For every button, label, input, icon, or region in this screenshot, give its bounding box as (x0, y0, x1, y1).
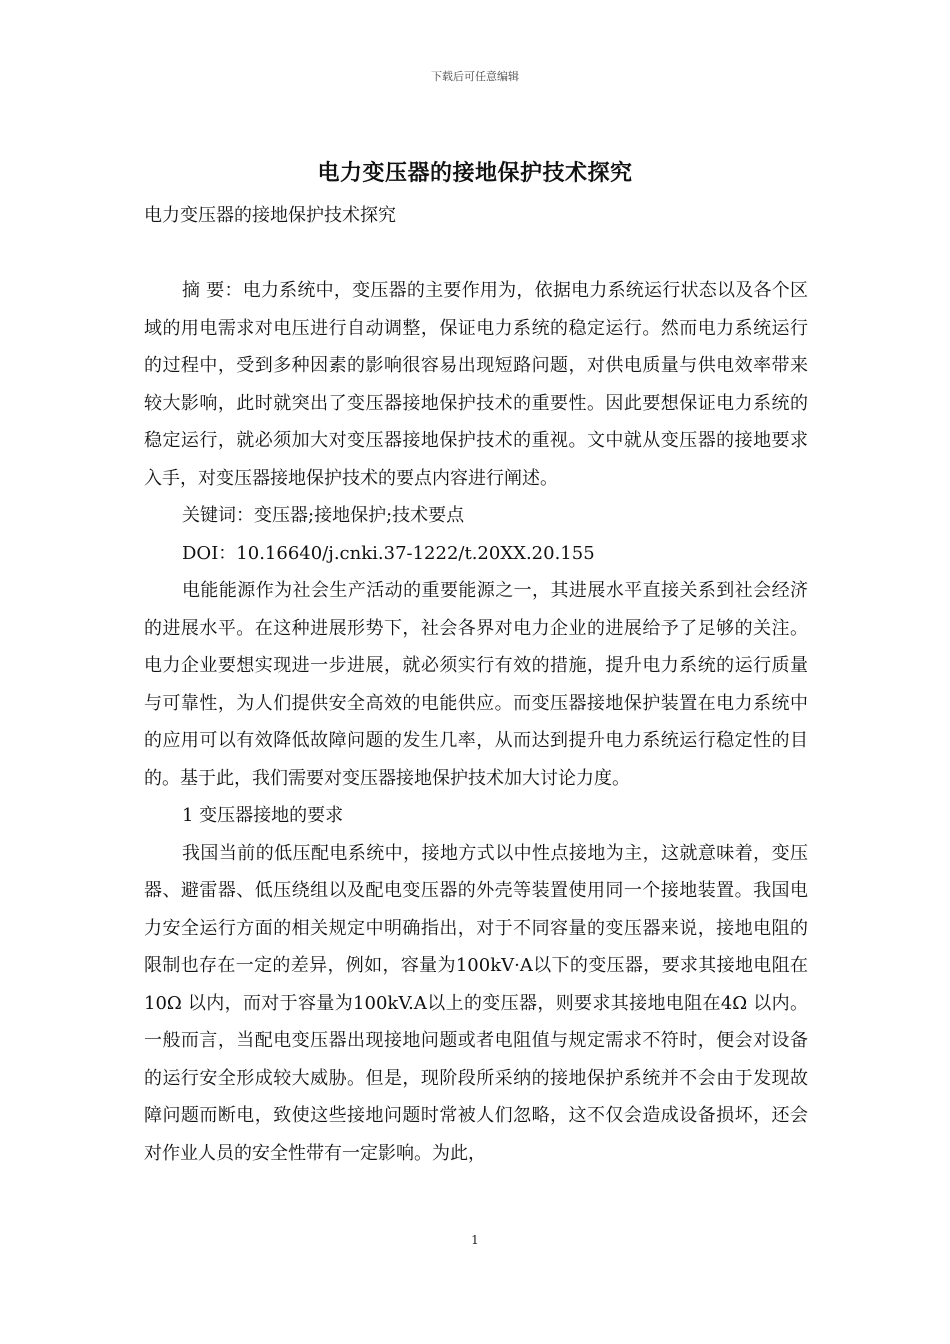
doi-line: DOI：10.16640/j.cnki.37-1222/t.20XX.20.155 (182, 542, 595, 564)
blank-line (144, 235, 808, 273)
page-header-note: 下载后可任意编辑 (431, 70, 519, 83)
section-1-paragraph: 我国当前的低压配电系统中，接地方式以中性点接地为主，这就意味着，变压器、避雷器、低压绕组以及配电变压器的外壳等装置使用同一个接地装置。我国电力安全运行方面的相关规定中明确指出，对于不同容量的变压器来说，接地电阻的限制也存在一定的差异，例如，容量为100kV·A以下的变压器，要求其接地电阻在10Ω 以内，而对于容量为100kV.A以上的变压器，则要求其接地电阻在4Ω 以内。一般而言，当配电变压器出现接地问题或者电阻值与规定需求不符时，便会对设备的运行安全形成较大威胁。但是，现阶段所采纳的接地保护系统并不会由于发现故障问题而断电，致使这些接地问题时常被人们忽略，这不仅会造成设备损坏，还会对作业人员的安全性带有一定影响。为此， (144, 842, 808, 1164)
section-1-heading: 1 变压器接地的要求 (182, 805, 344, 826)
document-body (144, 197, 808, 1172)
abstract-paragraph: 摘 要：电力系统中，变压器的主要作用为，依据电力系统运行状态以及各个区域的用电需求对电压进行自动调整，保证电力系统的稳定运行。然而电力系统运行的过程中，受到多种因素的影响很容易出现短路问题，对供电质量与供电效率带来较大影响，此时就突出了变压器接地保护技术的重要性。因此要想保证电力系统的稳定运行，就必须加大对变压器接地保护技术的重视。文中就从变压器的接地要求入手，对变压器接地保护技术的要点内容进行阐述。 (144, 280, 808, 489)
document-title: 电力变压器的接地保护技术探究 (317, 160, 633, 186)
intro-paragraph: 电能能源作为社会生产活动的重要能源之一，其进展水平直接关系到社会经济的进展水平。在这种进展形势下，社会各界对电力企业的进展给予了足够的关注。电力企业要想实现进一步进展，就必须实行有效的措施，提升电力系统的运行质量与可靠性，为人们提供安全高效的电能供应。而变压器接地保护装置在电力系统中的应用可以有效降低故障问题的发生几率，从而达到提升电力系统运行稳定性的目的。基于此，我们需要对变压器接地保护技术加大讨论力度。 (144, 580, 808, 789)
page-number: 1 (471, 1233, 479, 1247)
keywords-line: 关键词：变压器;接地保护;技术要点 (182, 505, 465, 526)
document-subtitle: 电力变压器的接地保护技术探究 (144, 205, 396, 226)
